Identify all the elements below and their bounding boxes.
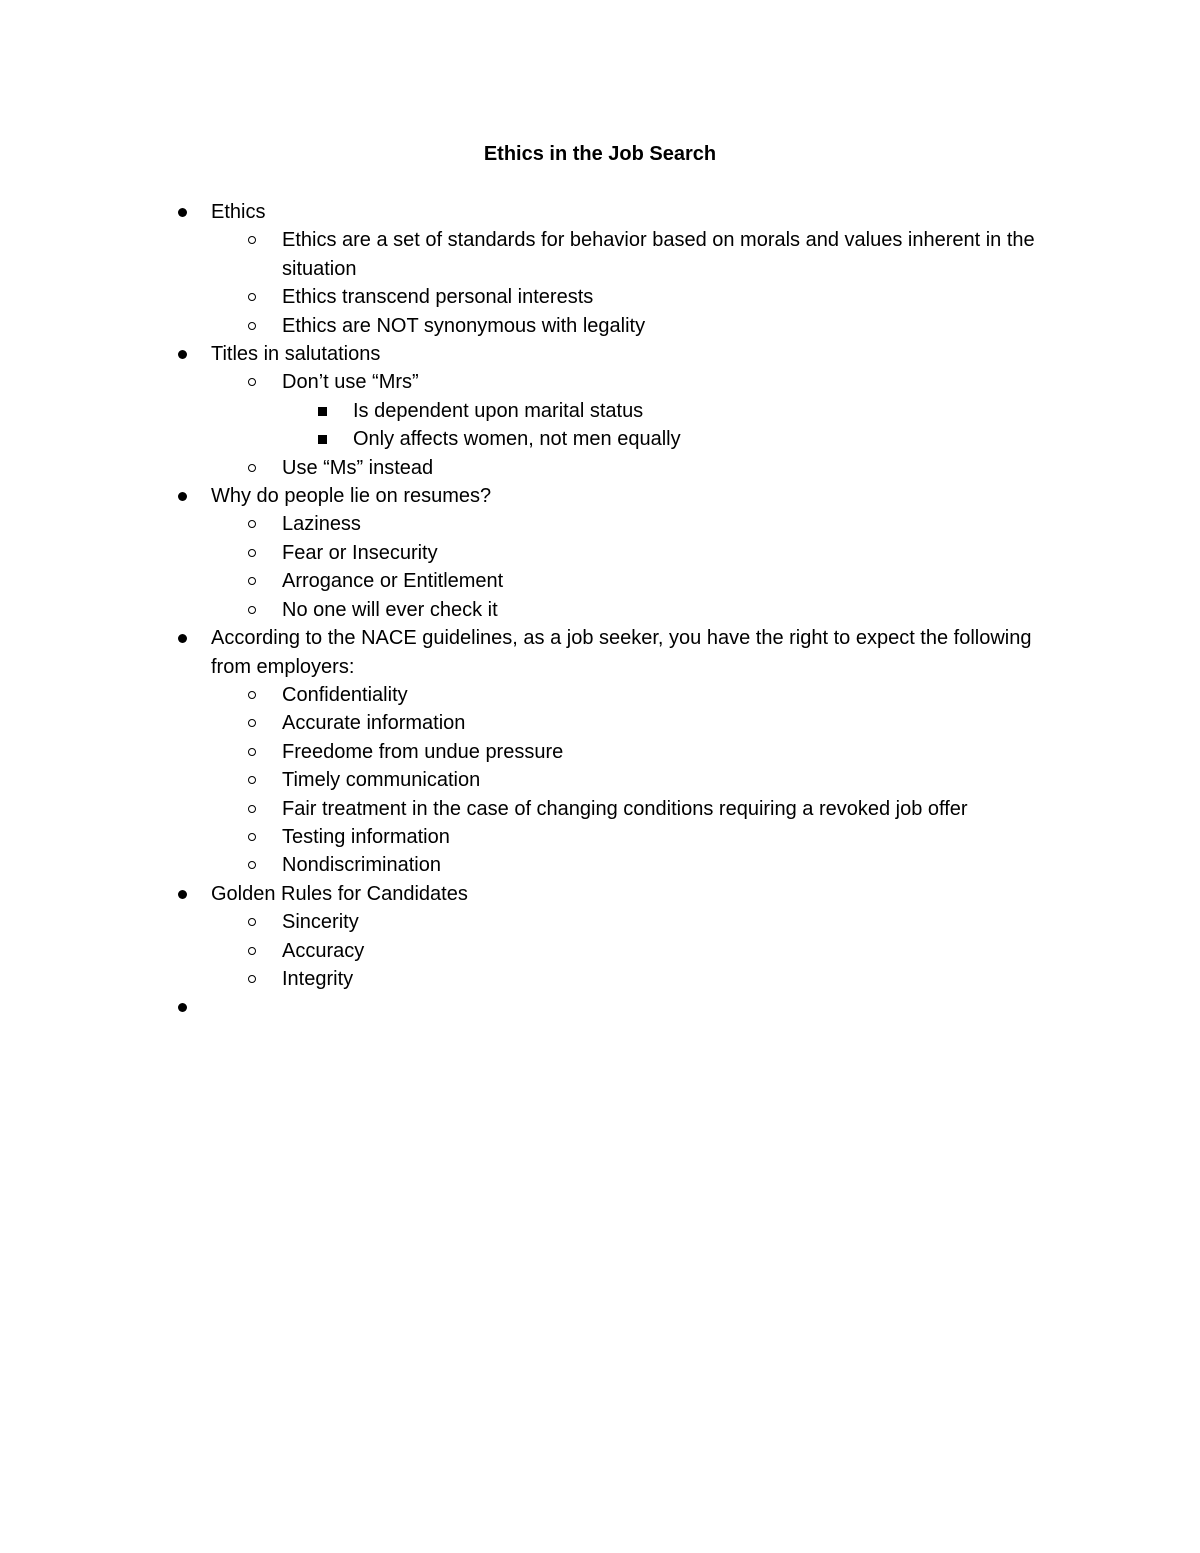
list-item-text: Only affects women, not men equally [353,428,681,451]
circle-bullet-icon [248,691,256,699]
list-item-level2 [0,226,1062,283]
list-item-text: Titles in salutations [211,343,381,366]
list-item-level2 [0,738,1062,766]
circle-bullet-icon [248,322,256,330]
list-item-text: Freedome from undue pressure [282,740,564,763]
list-item-text: Why do people lie on resumes? [211,485,492,508]
list-item-text: Golden Rules for Candidates [211,882,468,905]
circle-bullet-icon [248,861,256,869]
list-item-level2 [0,510,1062,538]
circle-bullet-icon [248,975,256,983]
list-item-level2 [0,795,1062,823]
list-item-level1 [0,340,1061,368]
circle-bullet-icon [248,520,256,528]
circle-bullet-icon [248,719,256,727]
disc-bullet-icon [178,350,187,359]
list-item-text: Fear or Insecurity [282,541,438,564]
list-item-text: Don’t use “Mrs” [282,371,419,394]
list-item-level2 [0,908,1062,936]
circle-bullet-icon [248,549,256,557]
list-item-level2 [0,823,1062,851]
list-item-level2 [0,851,1062,879]
list-item-level3 [0,425,1063,453]
circle-bullet-icon [248,776,256,784]
list-item-text: Timely communication [282,769,481,792]
list-item-text: Arrogance or Entitlement [282,570,504,593]
circle-bullet-icon [248,293,256,301]
square-bullet-icon [318,435,327,444]
disc-bullet-icon [178,208,187,217]
list-item-level2 [0,766,1062,794]
circle-bullet-icon [248,918,256,926]
list-item-text: No one will ever check it [282,598,498,621]
list-item-level2 [0,454,1062,482]
list-item-level2 [0,312,1062,340]
list-item-level1 [0,198,1061,226]
list-item-text: Ethics transcend personal interests [282,286,594,309]
list-item-text: Ethics are a set of standards for behavior based on morals and values inherent in the situation [282,229,1035,280]
list-item-level2 [0,283,1062,311]
list-item-text: Nondiscrimination [282,854,441,877]
list-item-text: Fair treatment in the case of changing conditions requiring a revoked job offer [282,797,968,820]
list-item-level2 [0,368,1062,396]
list-item-level1 [0,880,1061,908]
list-item-text: Sincerity [282,911,359,934]
list-item-text: Accuracy [282,939,365,962]
list-item-text: Is dependent upon marital status [353,399,644,422]
list-item-text: Integrity [282,967,354,990]
list-item-text: Ethics [211,201,266,223]
circle-bullet-icon [248,577,256,585]
list-item-level2 [0,567,1062,595]
list-item-level2 [0,965,1062,993]
list-item-level2 [0,681,1062,709]
disc-bullet-icon [178,634,187,643]
list-item-level1-empty [0,993,1061,1021]
list-item-text: Ethics are NOT synonymous with legality [282,314,646,337]
circle-bullet-icon [248,236,256,244]
list-item-level3 [0,397,1063,425]
list-item-text: According to the NACE guidelines, as a job seeker, you have the right to expect the following from employers: [211,627,1032,678]
circle-bullet-icon [248,606,256,614]
list-item-level2 [0,937,1062,965]
list-item-level2 [0,539,1062,567]
disc-bullet-icon [178,492,187,501]
circle-bullet-icon [248,748,256,756]
disc-bullet-icon [178,1003,187,1012]
circle-bullet-icon [248,464,256,472]
disc-bullet-icon [178,890,187,899]
circle-bullet-icon [248,378,256,386]
circle-bullet-icon [248,805,256,813]
bullet-outline [0,198,1200,1022]
document-title: Ethics in the Job Search [483,143,717,165]
circle-bullet-icon [248,833,256,841]
list-item-level2 [0,596,1062,624]
list-item-text: Use “Ms” instead [282,456,434,479]
list-item-level1 [0,624,1061,681]
list-item-level2 [0,709,1062,737]
list-item-text: Laziness [282,513,361,536]
square-bullet-icon [318,407,327,416]
circle-bullet-icon [248,947,256,955]
list-item-text: Accurate information [282,712,466,735]
list-item-level1 [0,482,1061,510]
list-item-text: Confidentiality [282,683,408,706]
list-item-text: Testing information [282,825,450,848]
